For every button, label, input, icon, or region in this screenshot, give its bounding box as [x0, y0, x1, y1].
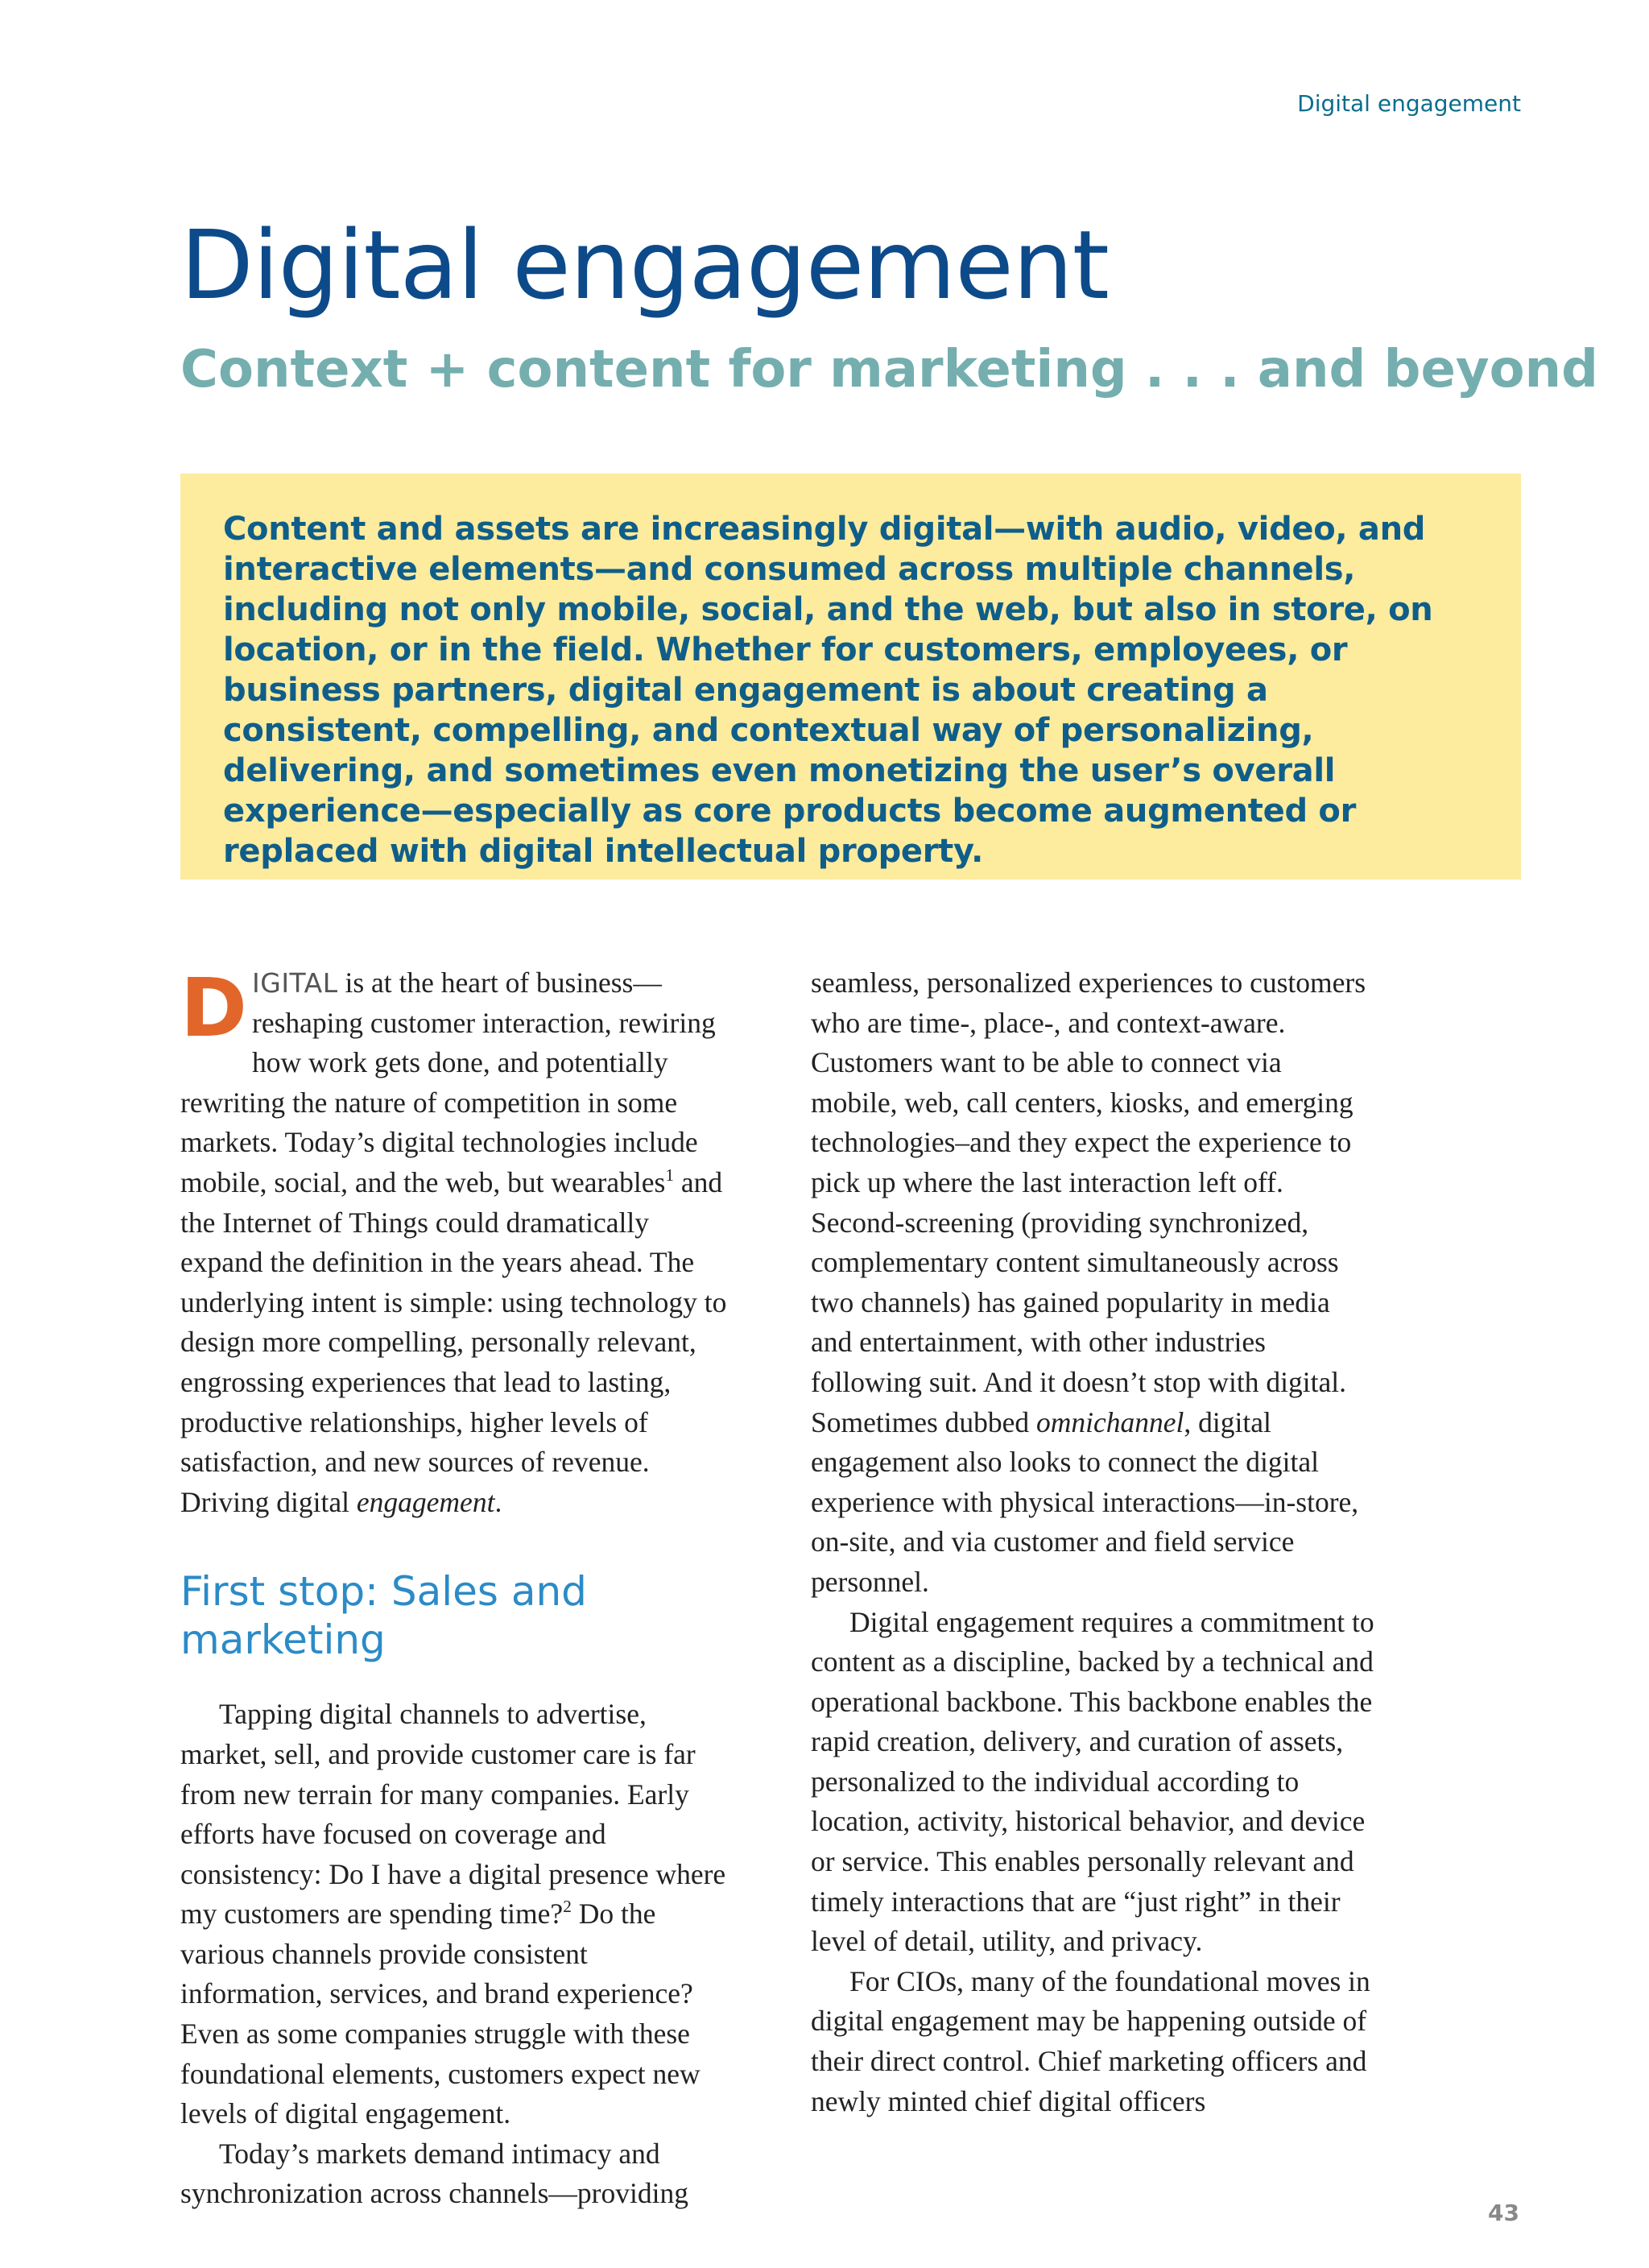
- cio-paragraph: For CIOs, many of the foundational moves in digital engagement may be happening outside of their direct control. Chief marketing officers and newly minted chief digital officers: [811, 1964, 1370, 2117]
- intro-emphasis: engagement: [356, 1485, 495, 1518]
- page-number: 43: [1488, 2200, 1519, 2226]
- sales-text-2: Do the various channels provide consistent information, services, and brand experience? Even as some companies struggle with these foundational elements, customers expect new levels of digital engagement.: [180, 1898, 701, 2130]
- intro-text-2: and the Internet of Things could dramatically expand the definition in the years ahead. The underlying intent is simple: using technology to design more compelling, personally relevant, engrossing experiences that lead to lasting, productive relationships, higher levels of satisfaction, and new sources of revenue. Driving digital: [180, 1165, 727, 1518]
- intro-end: .: [494, 1485, 502, 1518]
- intro-paragraph: [180, 963, 736, 1522]
- markets-paragraph: Today’s markets demand intimacy and synchronization across channels—providing: [180, 2137, 688, 2210]
- footnote-ref-2: 2: [563, 1897, 572, 1917]
- left-column: [180, 963, 736, 2214]
- callout-box: [180, 474, 1521, 879]
- footnote-ref-1: 1: [665, 1165, 674, 1185]
- page-title: Digital engagement: [180, 209, 1109, 321]
- markets-paragraph-continued: [811, 963, 1374, 1603]
- intro-text-1: is at the heart of business—reshaping customer interaction, rewiring how work gets done, and potentially rewriting the nature of competition in some markets. Today’s digital technologies include mobile, social, and the web, but wearables: [180, 966, 716, 1198]
- drop-cap: D: [180, 961, 248, 1055]
- right-column: [811, 963, 1374, 2121]
- sales-text-1: Tapping digital channels to advertise, market, sell, and provide customer care is far from new terrain for many companies. Early efforts have focused on coverage and consistency: Do I have a digital presence where my customers are spending time?: [180, 1698, 726, 1931]
- page-subtitle: Context + content for marketing . . . and beyond: [180, 340, 1598, 399]
- markets-text-1: seamless, personalized experiences to customers who are time-, place-, and context-aware. Customers want to be able to connect via mobile, web, call centers, kiosks, and emerging technologies–and they expect the experience to pick up where the last interaction left off. Second-screening (providing synchronized, complementary content simultaneously across two channels) has gained popularity in media and entertainment, with other industries following suit. And it doesn’t stop with digital. Sometimes dubbed: [811, 966, 1366, 1438]
- section-heading: First stop: Sales and marketing: [180, 1568, 587, 1664]
- content-discipline-paragraph: Digital engagement requires a commitment to content as a discipline, backed by a technical and operational backbone. This backbone enables the rapid creation, delivery, and curation of assets, personalized to the individual according to location, activity, historical behavior, and device or service. This enables personally relevant and timely interactions that are “just right” in their level of detail, utility, and privacy.: [811, 1605, 1374, 1958]
- markets-emphasis: omnichannel: [1036, 1405, 1184, 1438]
- running-header: Digital engagement: [1297, 90, 1521, 117]
- callout-text: Content and assets are increasingly digital—with audio, video, and interactive elements—and consumed across multiple channels, including not only mobile, social, and the web, but also in store, on location, or in the field. Whether for customers, employees, or business partners, digital engagement is about creating a consistent, compelling, and contextual way of personalizing, delivering, and sometimes even monetizing the user’s overall experience—especially as core products become augmented or replaced with digital intellectual property.: [223, 511, 1433, 870]
- lead-word: IGITAL: [252, 967, 338, 999]
- sales-paragraph: [180, 1695, 736, 2134]
- markets-text-2: , digital engagement also looks to connect the digital experience with physical interactions—in-store, on-site, and via customer and field service personnel.: [811, 1405, 1359, 1598]
